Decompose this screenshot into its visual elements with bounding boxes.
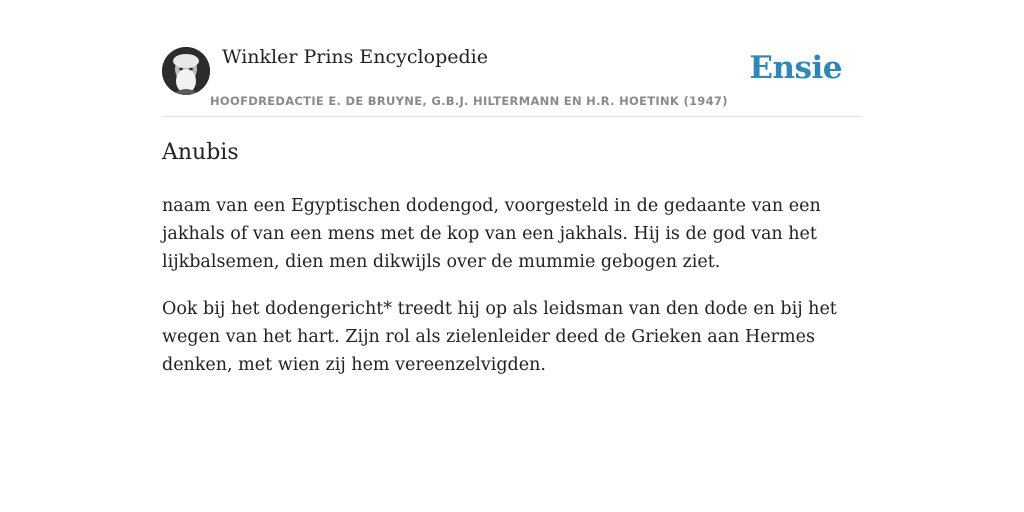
entry-paragraph: naam van een Egyptischen dodengod, voorgesteld in de gedaante van een jakhals of van een mens met de kop van een jakhals. Hij is de god van het lijkbalsemen, dien men dikwijls over de mummie gebogen ziet. [162,196,821,272]
brand-logo-link[interactable]: Ensie [749,50,842,86]
source-header [162,0,862,117]
page-container [162,0,862,375]
entry-title: Anubis [162,140,239,165]
editors-line: HOOFDREDACTIE E. DE BRUYNE, G.B.J. HILTERMANN EN H.R. HOETINK (1947) [210,94,728,108]
author-avatar [162,47,210,95]
source-title: Winkler Prins Encyclopedie [222,46,488,68]
entry-paragraph: Ook bij het dodengericht* treedt hij op als leidsman van den dode en bij het wegen van het hart. Zijn rol als zielenleider deed de Grieken aan Hermes denken, met wien zij hem vereenzelvigden. [162,299,837,375]
